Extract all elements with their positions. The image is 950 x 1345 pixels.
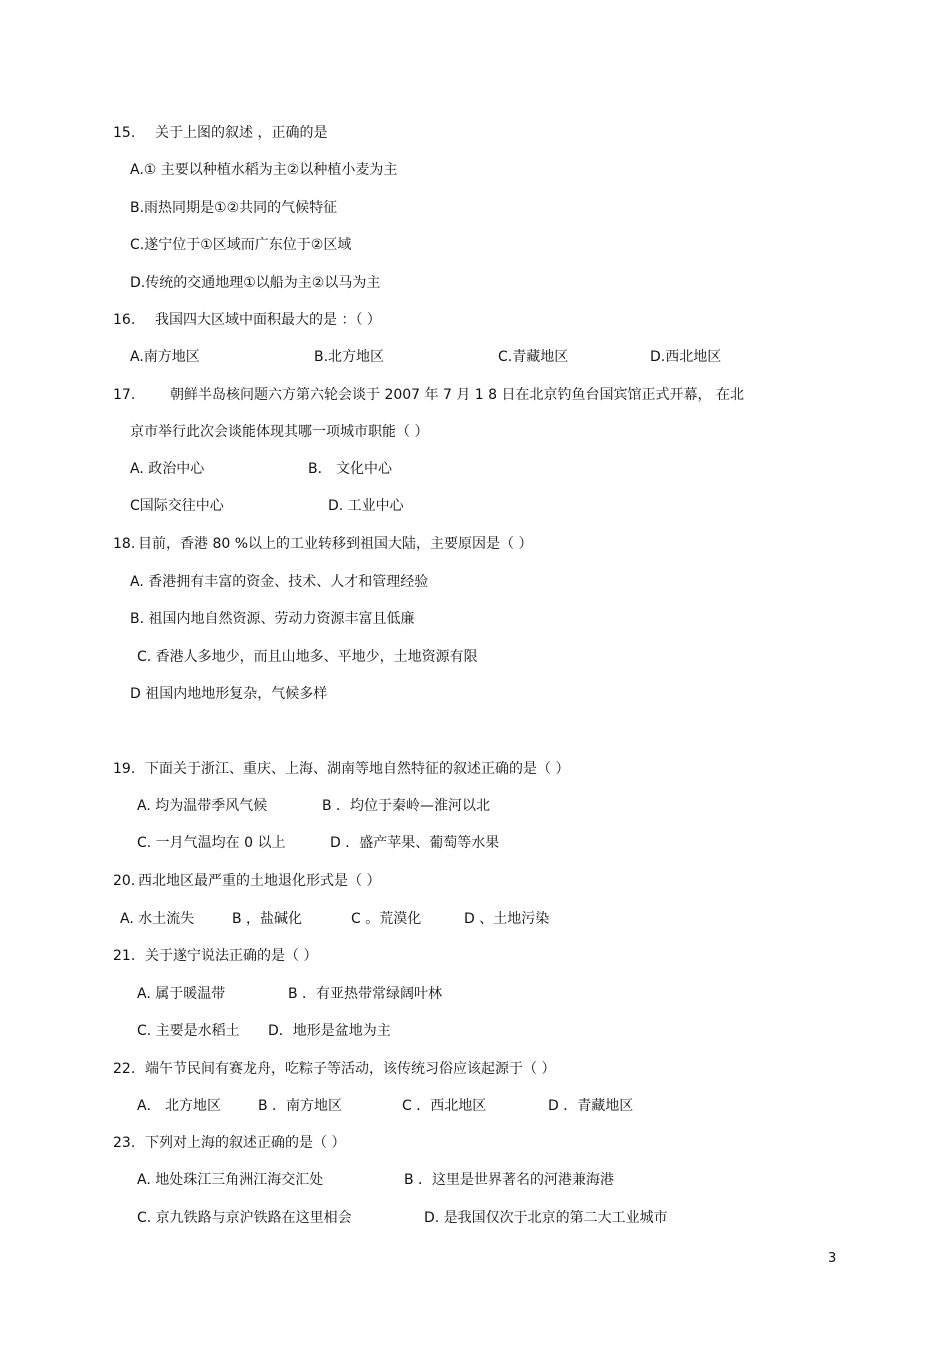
- question-17-option-b: B． 文化中心: [308, 461, 393, 477]
- question-21-stem: 关于遂宁说法正确的是（ ）: [145, 948, 318, 964]
- question-21-option-d: D．地形是盆地为主: [268, 1023, 391, 1039]
- question-16-option-c: C.青藏地区: [498, 349, 569, 365]
- question-20-number: 20.: [113, 873, 136, 889]
- question-18-stem: 目前，香港 80 %以上的工业转移到祖国大陆，主要原因是（ ）: [138, 536, 533, 552]
- question-22-option-a: A． 北方地区: [137, 1098, 222, 1114]
- page-number: 3: [828, 1251, 837, 1266]
- question-15-stem: 关于上图的叙述 ，正确的是: [155, 125, 328, 141]
- question-23-option-c: C. 京九铁路与京沪铁路在这里相会: [137, 1210, 352, 1226]
- question-19-option-d: D ．盛产苹果、葡萄等水果: [330, 835, 500, 851]
- question-21-number: 21.: [113, 948, 136, 964]
- question-21-option-a: A. 属于暖温带: [137, 986, 226, 1002]
- question-18-option-b: B. 祖国内地自然资源、劳动力资源丰富且低廉: [130, 611, 415, 627]
- question-18-option-a: A. 香港拥有丰富的资金、技术、人才和管理经验: [130, 574, 429, 590]
- question-21-option-b: B ．有亚热带常绿阔叶林: [288, 986, 443, 1002]
- question-19-option-a: A. 均为温带季风气候: [137, 798, 268, 814]
- question-17-option-a: A. 政治中心: [130, 461, 205, 477]
- question-17-number: 17.: [113, 387, 136, 403]
- question-17-stem: 朝鲜半岛核问题六方第六轮会谈于 2007 年 7 月 1 8 日在北京钓鱼台国宾馆正式开幕， 在北: [170, 387, 744, 403]
- question-22-number: 22.: [113, 1061, 136, 1077]
- question-16-number: 16.: [113, 312, 136, 328]
- question-23-option-a: A. 地处珠江三角洲江海交汇处: [137, 1172, 324, 1188]
- question-15-option-c: C.遂宁位于①区域而广东位于②区域: [130, 237, 352, 253]
- question-20-option-a: A. 水土流失: [120, 911, 195, 927]
- question-19-option-c: C. 一月气温均在 0 以上: [137, 835, 286, 851]
- question-23-number: 23.: [113, 1135, 136, 1151]
- question-18-option-d: D 祖国内地地形复杂，气候多样: [130, 686, 328, 702]
- question-16-option-b: B.北方地区: [314, 349, 385, 365]
- question-16-stem: 我国四大区域中面积最大的是 ：（ ）: [155, 312, 381, 328]
- question-22-option-b: B ．南方地区: [258, 1098, 343, 1114]
- question-23-option-b: B ．这里是世界著名的河港兼海港: [404, 1172, 615, 1188]
- question-20-option-b: B ，盐碱化: [232, 911, 303, 927]
- question-15-option-d: D.传统的交通地理①以船为主②以马为主: [130, 275, 381, 291]
- question-16-option-d: D.西北地区: [650, 349, 722, 365]
- question-21-option-c: C. 主要是水稻土: [137, 1023, 240, 1039]
- question-19-number: 19.: [113, 761, 136, 777]
- question-19-option-b: B ．均位于秦岭—淮河以北: [322, 798, 491, 814]
- question-20-option-c: C 。荒漠化: [351, 911, 422, 927]
- question-19-stem: 下面关于浙江、重庆、上海、湖南等地自然特征的叙述正确的是（ ）: [145, 761, 570, 777]
- question-22-option-c: C ．西北地区: [402, 1098, 487, 1114]
- question-17-option-d: D. 工业中心: [328, 498, 404, 514]
- question-22-option-d: D ．青藏地区: [548, 1098, 634, 1114]
- question-17-option-c: C国际交往中心: [130, 498, 224, 514]
- question-15-option-a: A.① 主要以种植水稻为主②以种植小麦为主: [130, 162, 398, 178]
- question-20-option-d: D 、土地污染: [464, 911, 550, 927]
- question-22-stem: 端午节民间有赛龙舟，吃粽子等活动，该传统习俗应该起源于（ ）: [145, 1061, 556, 1077]
- question-20-stem: 西北地区最严重的土地退化形式是（ ）: [138, 873, 381, 889]
- question-15-option-b: B.雨热同期是①②共同的气候特征: [130, 200, 338, 216]
- question-16-option-a: A.南方地区: [130, 349, 200, 365]
- question-23-option-d: D. 是我国仅次于北京的第二大工业城市: [424, 1210, 668, 1226]
- question-18-number: 18.: [113, 536, 136, 552]
- question-18-option-c: C. 香港人多地少，而且山地多、平地少，土地资源有限: [137, 649, 478, 665]
- question-23-stem: 下列对上海的叙述正确的是（ ）: [145, 1135, 346, 1151]
- question-17-stem-continued: 京市举行此次会谈能体现其哪一项城市职能（ ）: [130, 424, 429, 440]
- question-15-number: 15.: [113, 125, 136, 141]
